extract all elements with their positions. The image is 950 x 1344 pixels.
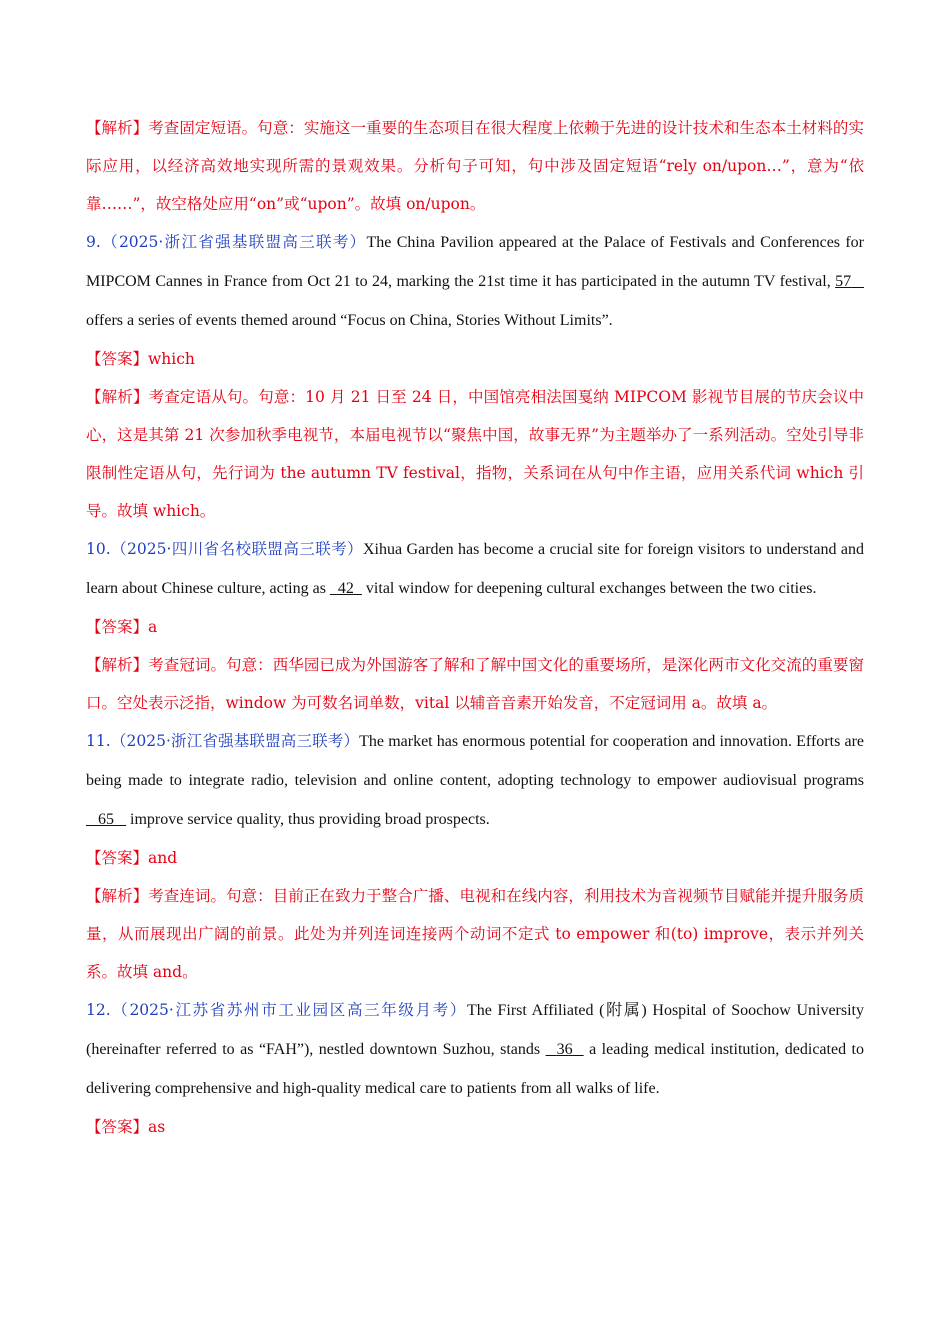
analysis-block bbox=[86, 877, 864, 991]
document-page bbox=[86, 109, 864, 1146]
question-source: （2025·江苏省苏州市工业园区高三年级月考） bbox=[110, 1001, 467, 1019]
question-number: 12. bbox=[86, 1001, 111, 1019]
analysis-text: 考查固定短语。句意：实施这一重要的生态项目在很大程度上依赖于先进的设计技术和生态本土材料的实际应用，以经济高效地实现所需的景观效果。分析句子可知，句中涉及固定短语“rely on/upon…”，意为“依靠……”，故空格处应用“on”或“upon”。故填 on/upon。 bbox=[86, 119, 864, 213]
question-block bbox=[86, 722, 864, 839]
question-number: 11. bbox=[86, 732, 111, 750]
question-text: The China Pavilion appeared at the Palace of Festivals and Conferences for MIPCOM Cannes in France from Oct 21 to 24, marking the 21st time it has participated in the autumn TV festival, bbox=[86, 234, 865, 290]
question-number: 10. bbox=[86, 540, 111, 558]
answer-blank: 42 bbox=[337, 580, 354, 597]
question-source: （2025·浙江省强基联盟高三联考） bbox=[100, 233, 367, 251]
answer-tag: 【答案】 bbox=[86, 618, 149, 636]
analysis-text: 考查连词。句意：目前正在致力于整合广播、电视和在线内容，利用技术为音视频节目赋能并提升服务质量，从而展现出广阔的前景。此处为并列连词连接两个动词不定式 to empower 和(to) improve，表示并列关系。故填 and。 bbox=[86, 887, 864, 981]
analysis-tag: 【解析】 bbox=[86, 119, 149, 137]
analysis-tag: 【解析】 bbox=[86, 388, 149, 406]
question-block bbox=[86, 991, 864, 1108]
question-block bbox=[86, 223, 864, 340]
answer-block bbox=[86, 1108, 864, 1146]
question-text: Xihua Garden has become a crucial site for foreign visitors to understand and learn about Chinese culture, acting as bbox=[86, 541, 865, 597]
analysis-block bbox=[86, 646, 864, 722]
analysis-text: 考查定语从句。句意：10 月 21 日至 24 日，中国馆亮相法国戛纳 MIPCOM 影视节目展的节庆会议中心，这是其第 21 次参加秋季电视节，本届电视节以“聚焦中国，故事无界”为主题举办了一系列活动。空处引导非限制性定语从句，先行词为 the autumn TV festival，指物，关系词在从句中作主语，应用关系代词 which 引导。故填 which。 bbox=[86, 388, 864, 520]
analysis-block bbox=[86, 378, 864, 530]
answer-value: as bbox=[148, 1118, 166, 1136]
question-text: improve service quality, thus providing broad prospects. bbox=[126, 811, 490, 828]
answer-tag: 【答案】 bbox=[86, 350, 149, 368]
question-text: a leading medical institution, dedicated to delivering comprehensive and high-quality medical care to patients from all walks of life. bbox=[86, 1041, 865, 1097]
question-text: The First Affiliated (附属) Hospital of Soochow University (hereinafter referred to as “FAH”), nestled downtown Suzhou, stands bbox=[86, 1002, 864, 1058]
answer-value: and bbox=[148, 849, 178, 867]
answer-tag: 【答案】 bbox=[86, 1118, 149, 1136]
analysis-tag: 【解析】 bbox=[86, 656, 149, 674]
question-text: The market has enormous potential for cooperation and innovation. Efforts are being made to integrate radio, television and online content, adopting technology to empower audiovisual programs bbox=[86, 733, 865, 789]
question-number: 9. bbox=[86, 233, 101, 251]
answer-block bbox=[86, 608, 864, 646]
answer-blank: 36 bbox=[556, 1041, 573, 1058]
question-source: （2025·四川省名校联盟高三联考） bbox=[110, 540, 363, 558]
question-text: vital window for deepening cultural exchanges between the two cities. bbox=[361, 580, 817, 597]
question-source: （2025·浙江省强基联盟高三联考） bbox=[110, 732, 360, 750]
answer-value: which bbox=[148, 350, 195, 368]
question-text: offers a series of events themed around “Focus on China, Stories Without Limits”. bbox=[86, 312, 613, 329]
analysis-text: 考查冠词。句意：西华园已成为外国游客了解和了解中国文化的重要场所，是深化两市文化交流的重要窗口。空处表示泛指，window 为可数名词单数，vital 以辅音音素开始发音，不定冠词用 a。故填 a。 bbox=[86, 656, 864, 712]
question-block bbox=[86, 530, 864, 608]
analysis-block bbox=[86, 109, 864, 223]
answer-block bbox=[86, 839, 864, 877]
answer-blank: 65 bbox=[98, 811, 114, 828]
answer-value: a bbox=[148, 618, 158, 636]
analysis-tag: 【解析】 bbox=[86, 887, 149, 905]
answer-blank: 57 bbox=[835, 273, 852, 290]
answer-tag: 【答案】 bbox=[86, 849, 149, 867]
answer-block bbox=[86, 340, 864, 378]
